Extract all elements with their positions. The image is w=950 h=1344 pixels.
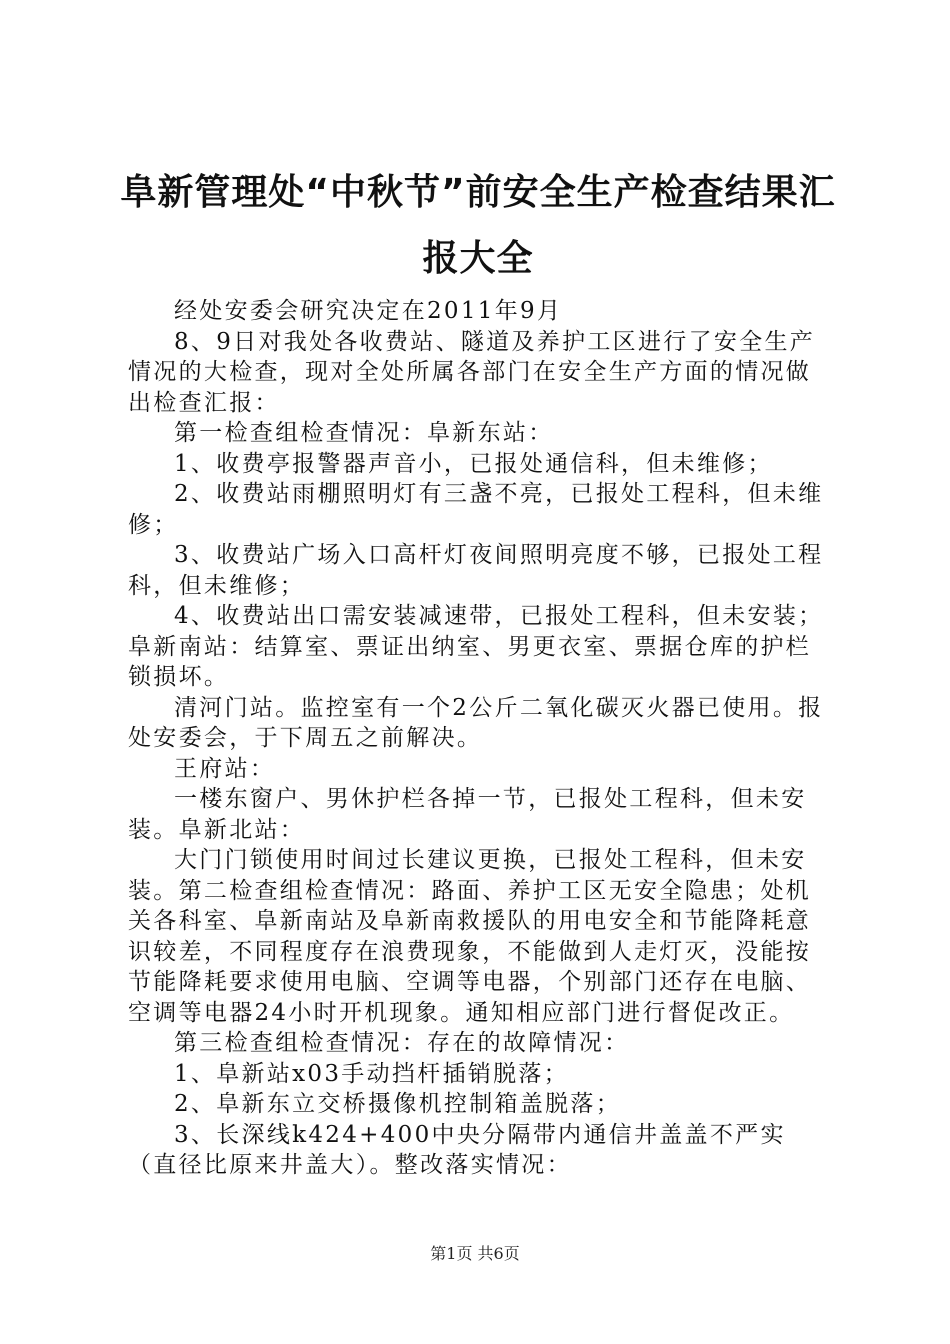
paragraph: 2、阜新东立交桥摄像机控制箱盖脱落； [174,1091,622,1117]
page-number-footer: 第1页 共6页 [430,1244,520,1263]
document-title: 阜新管理处“中秋节”前安全生产检查结果汇报大全 [120,172,836,279]
paragraph: 4、收费站出口需安装减速带，已报处工程科，但未安装；阜新南站：结算室、票证出纳室、男更衣室、票据仓库的护栏锁损坏。 [128,603,824,690]
document-body [128,296,834,1181]
paragraph: 3、收费站广场入口高杆灯夜间照明亮度不够，已报处工程科，但未维修； [128,542,824,599]
paragraph: 3、长深线k424+400中央分隔带内通信井盖盖不严实（直径比原来井盖大）。整改落实情况： [128,1121,786,1178]
paragraph: 大门门锁使用时间过长建议更换，已报处工程科，但未安装。第二检查组检查情况：路面、养护工区无安全隐患；处机关各科室、阜新南站及阜新南救援队的用电安全和节能降耗意识较差，不同程度存在浪费现象，不能做到人走灯灭，没能按节能降耗要求使用电脑、空调等电器，个别部门还存在电脑、空调等电器24小时开机现象。通知相应部门进行督促改正。 [128,847,812,1026]
paragraph: 2、收费站雨棚照明灯有三盏不亮，已报处工程科，但未维修； [128,481,824,538]
paragraph: 王府站： [174,755,276,782]
paragraph: 1、阜新站x03手动挡杆插销脱落； [174,1060,569,1087]
paragraph: 第一检查组检查情况：阜新东站： [174,420,554,446]
paragraph: 一楼东窗户、男休护栏各掉一节，已报处工程科，但未安装。阜新北站： [128,786,807,843]
paragraph: 清河门站。监控室有一个2公斤二氧化碳灭火器已使用。报处安委会，于下周五之前解决。 [128,694,824,751]
paragraph: 经处安委会研究决定在2011年9月 [174,298,563,324]
paragraph: 第三检查组检查情况：存在的故障情况： [174,1030,630,1056]
paragraph: 8、9日对我处各收费站、隧道及养护工区进行了安全生产情况的大检查，现对全处所属各部门在安全生产方面的情况做出检查汇报： [128,328,816,416]
paragraph: 1、收费亭报警器声音小，已报处通信科，但未维修； [174,450,773,477]
